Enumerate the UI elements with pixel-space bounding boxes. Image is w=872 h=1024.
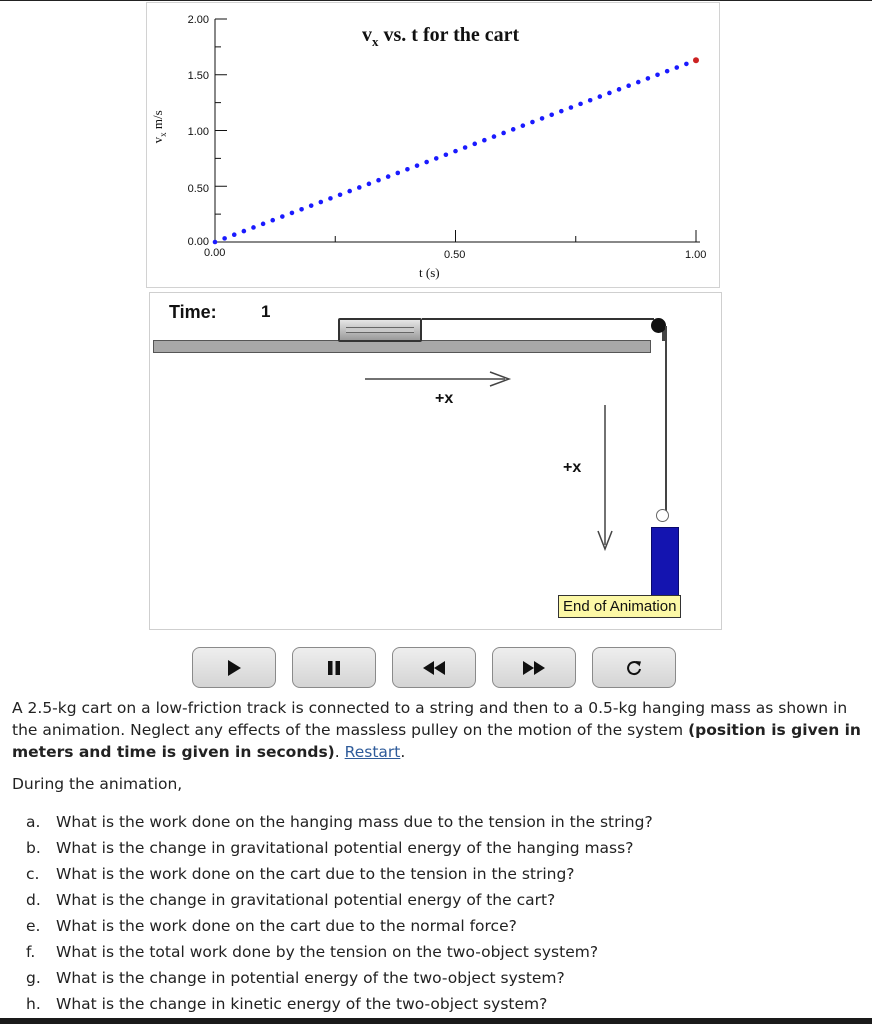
question-text: What is the total work done by the tension on the two-object system? (56, 943, 599, 961)
cart (338, 318, 422, 342)
data-point (617, 87, 622, 92)
y-tick-label: 1.50 (187, 70, 209, 82)
string-vertical (665, 326, 667, 512)
data-point (693, 57, 699, 63)
rewind-icon (422, 659, 446, 677)
pause-button[interactable] (292, 647, 376, 688)
plus-x-horizontal-label: +x (435, 390, 454, 407)
time-value: 1 (261, 302, 271, 321)
question-text: What is the work done on the cart due to the tension in the string? (56, 865, 575, 883)
y-tick-label: 0.00 (187, 236, 209, 248)
data-point (569, 105, 574, 110)
list-item (26, 811, 653, 837)
question-text: What is the work done on the hanging mass due to the tension in the string? (56, 813, 653, 831)
play-icon (226, 659, 242, 677)
pulley (651, 318, 666, 333)
question-list (26, 811, 653, 1019)
data-point (636, 80, 641, 85)
data-point (347, 189, 352, 194)
cart-stripe (346, 327, 414, 333)
list-marker: b. (26, 839, 41, 857)
velocity-graph (146, 2, 720, 288)
y-axis-label: $v_x$ m/s (150, 110, 168, 144)
data-point (453, 149, 458, 154)
data-point (607, 91, 612, 96)
data-point (386, 174, 391, 179)
data-point (395, 171, 400, 176)
step-forward-button[interactable] (492, 647, 576, 688)
list-item (26, 863, 653, 889)
list-marker: h. (26, 995, 41, 1013)
time-label: Time: (169, 302, 217, 322)
intro-text: A 2.5-kg cart on a low-friction track is connected to a string and then to a 0.5-kg hanging mass as shown in the animation. Neglect any effects of the massless pulley on the motion of the system (12, 699, 848, 739)
list-item (26, 915, 653, 941)
restart-period: . (400, 743, 406, 761)
data-point (290, 211, 295, 216)
list-item (26, 941, 653, 967)
question-text: What is the work done on the cart due to the normal force? (56, 917, 517, 935)
data-point (492, 134, 497, 139)
list-marker: c. (26, 865, 40, 883)
rewind-button[interactable] (392, 647, 476, 688)
question-text: What is the change in kinetic energy of the two-object system? (56, 995, 548, 1013)
data-point (655, 72, 660, 77)
data-point (646, 76, 651, 81)
data-point (338, 192, 343, 197)
data-point (299, 207, 304, 212)
data-point (578, 102, 583, 107)
data-point (222, 236, 227, 241)
data-point (232, 232, 237, 237)
list-marker: a. (26, 813, 41, 831)
data-point (444, 152, 449, 157)
play-button[interactable] (192, 647, 276, 688)
data-point (319, 200, 324, 205)
hanging-mass (651, 527, 679, 597)
question-text: What is the change in gravitational potential energy of the hanging mass? (56, 839, 634, 857)
data-point (540, 116, 545, 121)
intro-bold-text: (position is given in meters and time is given in seconds) (12, 721, 861, 761)
bottom-divider (0, 1018, 872, 1024)
data-point (511, 127, 516, 132)
data-point (674, 65, 679, 70)
data-point (684, 62, 689, 67)
data-point (213, 240, 218, 245)
data-point (501, 131, 506, 136)
pause-icon (326, 659, 342, 677)
x-tick-label: 0.00 (204, 247, 226, 259)
data-point (521, 123, 526, 128)
data-point (463, 145, 468, 150)
string-horizontal (422, 318, 654, 320)
during-label: During the animation, (12, 775, 183, 793)
data-point (357, 185, 362, 190)
data-point (280, 214, 285, 219)
data-point (434, 156, 439, 161)
data-point (309, 203, 314, 208)
data-point (367, 182, 372, 187)
y-tick-label: 2.00 (187, 14, 209, 26)
data-point (424, 160, 429, 165)
list-item (26, 967, 653, 993)
data-point (598, 94, 603, 99)
y-tick-label: 0.50 (187, 183, 209, 195)
x-tick-label: 1.00 (685, 249, 707, 261)
data-point (665, 69, 670, 74)
list-marker: g. (26, 969, 41, 987)
x-tick-label: 0.50 (444, 249, 466, 261)
data-point (588, 98, 593, 103)
data-point (626, 83, 631, 88)
question-text: What is the change in gravitational potential energy of the cart? (56, 891, 556, 909)
data-point (530, 120, 535, 125)
data-point (559, 109, 564, 114)
problem-statement (12, 697, 862, 763)
data-point (549, 112, 554, 117)
list-item (26, 837, 653, 863)
data-point (270, 218, 275, 223)
data-point (242, 229, 247, 234)
data-point (415, 163, 420, 168)
graph-title: $v_x$ vs. t for the cart (362, 24, 520, 49)
top-divider (0, 0, 872, 1)
reload-button[interactable] (592, 647, 676, 688)
data-point (261, 222, 266, 227)
data-point (376, 178, 381, 183)
y-tick-label: 1.00 (187, 126, 209, 138)
fast-forward-icon (522, 659, 546, 677)
list-marker: d. (26, 891, 41, 909)
reload-icon (625, 659, 643, 677)
animation-panel (149, 292, 722, 630)
data-point (472, 142, 477, 147)
data-point (405, 167, 410, 172)
list-item (26, 993, 653, 1019)
question-text: What is the change in potential energy of the two-object system? (56, 969, 565, 987)
data-point (328, 196, 333, 201)
list-item (26, 889, 653, 915)
data-point (482, 138, 487, 143)
x-axis-label: t (s) (419, 265, 440, 280)
list-marker: f. (26, 943, 36, 961)
plus-x-vertical-label: +x (563, 459, 582, 476)
restart-link[interactable]: Restart (344, 743, 401, 761)
intro-end-text: . (334, 743, 345, 761)
list-marker: e. (26, 917, 41, 935)
hook (656, 509, 669, 522)
end-of-animation-badge: End of Animation (558, 595, 681, 618)
data-point (251, 225, 256, 230)
